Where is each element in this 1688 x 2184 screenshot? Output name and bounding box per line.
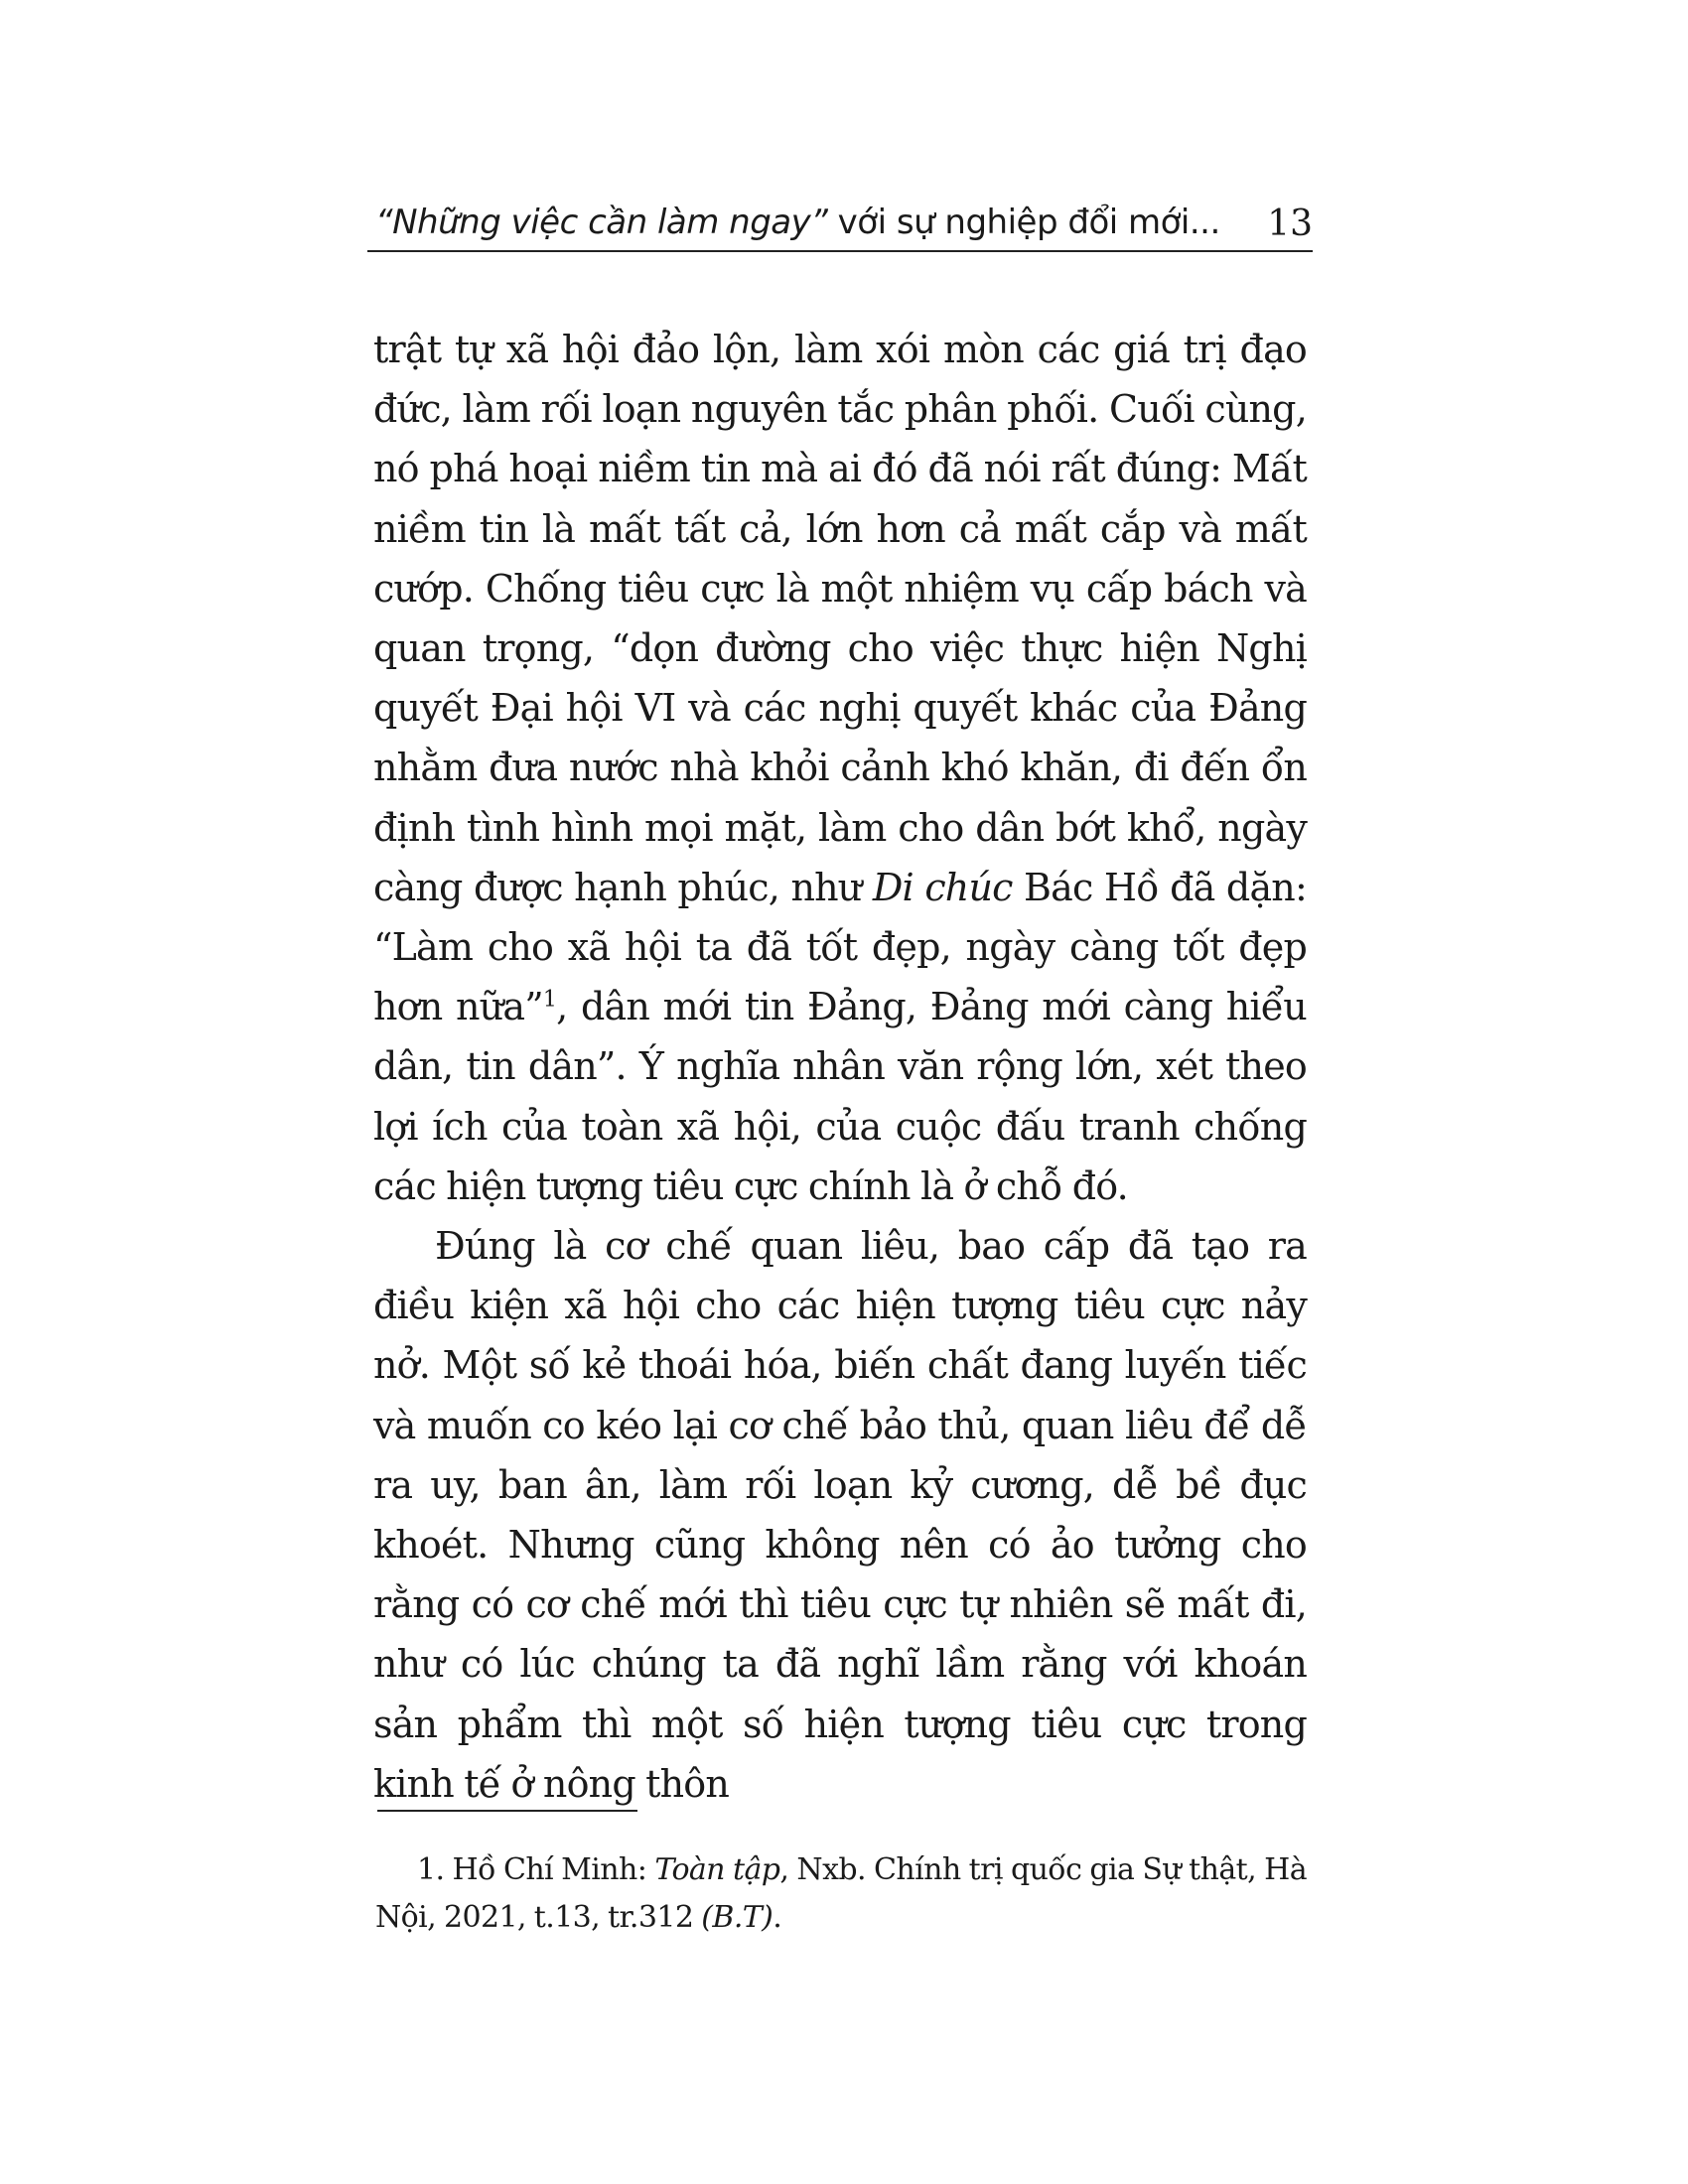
footnote-reference: 1 <box>542 987 557 1013</box>
running-header <box>367 195 1313 252</box>
footnote-divider <box>377 1810 637 1812</box>
footnote-number: 1. <box>417 1852 445 1887</box>
running-title-rest: với sự nghiệp đổi mới... <box>827 203 1220 242</box>
paragraph-2: Đúng là cơ chế quan liêu, bao cấp đã tạo ra điều kiện xã hội cho các hiện tượng tiêu cực nảy nở. Một số kẻ thoái hóa, biến chất đang luyến tiếc và muốn co kéo lại cơ chế bảo thủ, quan liêu để dễ ra uy, ban ân, làm rối loạn kỷ cương, dễ bề đục khoét. Nhưng cũng không nên có ảo tưởng cho rằng có cơ chế mới thì tiêu cực tự nhiên sẽ mất đi, như có lúc chúng ta đã nghĩ lầm rằng với khoán sản phẩm thì một số hiện tượng tiêu cực trong kinh tế ở nông thôn <box>373 1224 1307 1806</box>
paragraph-1-part-c: , dân mới tin Đảng, Đảng mới càng hiểu dân, tin dân”. Ý nghĩa nhân văn rộng lớn, xét theo lợi ích của toàn xã hội, của cuộc đấu tranh chống các hiện tượng tiêu cực chính là ở chỗ đó. <box>373 985 1307 1208</box>
paragraph-1 <box>373 320 1307 1216</box>
body-text <box>373 320 1307 1814</box>
footnote-author: Hồ Chí Minh: <box>444 1852 655 1887</box>
footnote <box>375 1846 1307 1942</box>
running-title <box>375 203 1220 242</box>
paragraph-1-italic-title: Di chúc <box>872 865 1013 909</box>
footnote-editor-note: (B.T) <box>701 1900 774 1935</box>
footnote-details: , Nxb. Chính trị quốc gia Sự thật, Hà Nội, 2021, t.13, tr.312 <box>375 1852 1307 1935</box>
paragraph-1-part-b: Bác Hồ đã dặn: “Làm cho xã hội ta đã tốt đẹp, ngày càng tốt đẹp hơn nữa” <box>373 865 1307 1029</box>
footnote-work-title: Toàn tập <box>654 1852 780 1887</box>
running-title-quoted: “Những việc cần làm ngay” <box>375 203 828 242</box>
page-number: 13 <box>1267 204 1313 244</box>
paragraph-1-part-a: trật tự xã hội đảo lộn, làm xói mòn các giá trị đạo đức, làm rối loạn nguyên tắc phân phối. Cuối cùng, nó phá hoại niềm tin mà ai đó đã nói rất đúng: Mất niềm tin là mất tất cả, lớn hơn cả mất cắp và mất cướp. Chống tiêu cực là một nhiệm vụ cấp bách và quan trọng, “dọn đường cho việc thực hiện Nghị quyết Đại hội VI và các nghị quyết khác của Đảng nhằm đưa nước nhà khỏi cảnh khó khăn, đi đến ổn định tình hình mọi mặt, làm cho dân bớt khổ, ngày càng được hạnh phúc, như <box>373 328 1307 909</box>
footnote-end: . <box>773 1900 782 1935</box>
